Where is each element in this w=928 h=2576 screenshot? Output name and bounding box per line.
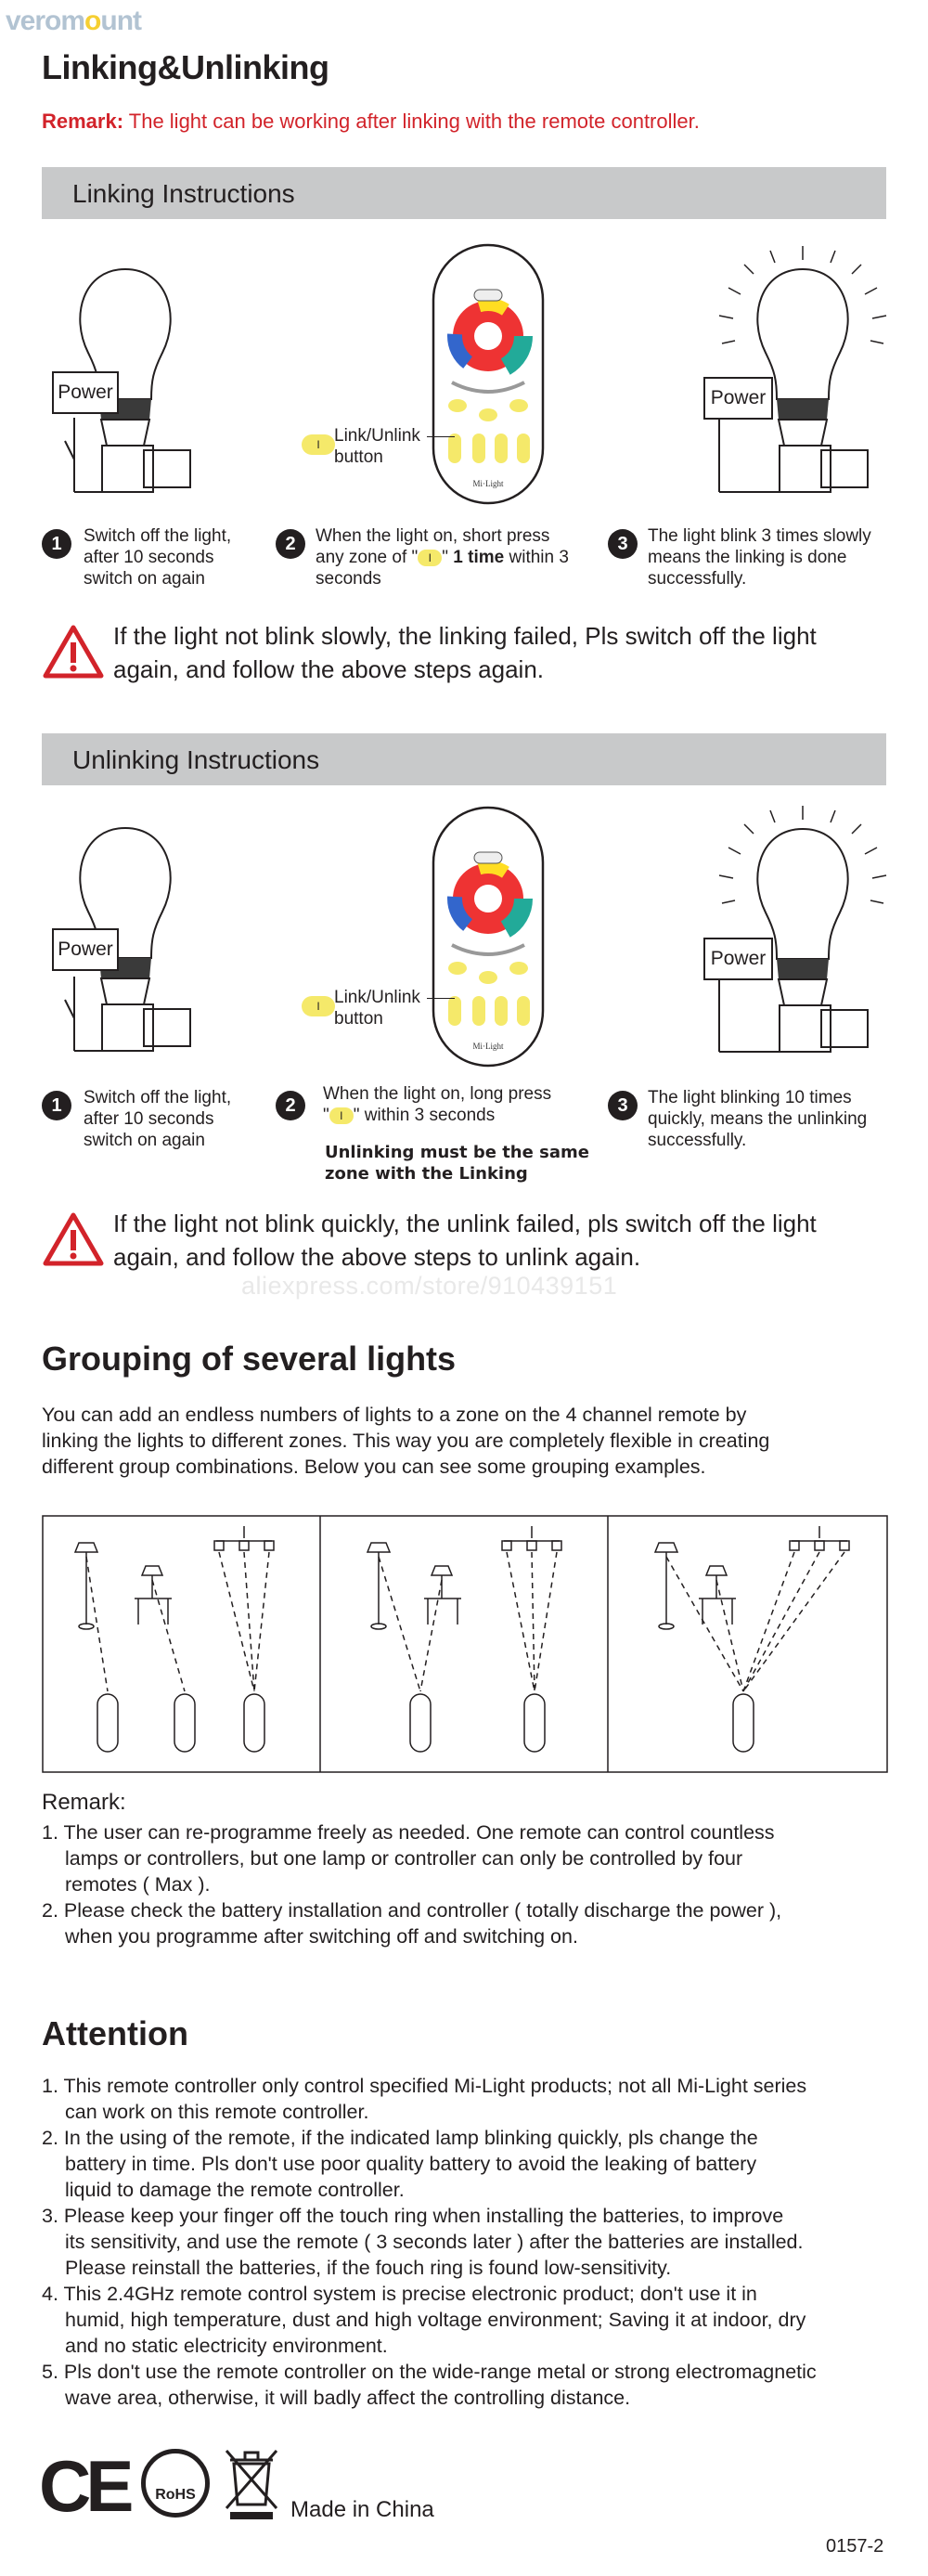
link-button-callout: Link/Unlink button [334, 988, 420, 1029]
list-item: 4. This 2.4GHz remote control system is precise electronic product; don't use it in humid, high temperature, dust and high voltage environment; Saving it at indoor, dry and no static electricity environment. [42, 2283, 806, 2357]
step-text: When the light on, long press " I " within 3 seconds [323, 1084, 552, 1125]
warning-icon [42, 1211, 105, 1267]
remark-line: Remark: The light can be working after linking with the remote controller. [42, 110, 700, 133]
remark-list [42, 1819, 896, 1949]
list-item: 1. The user can re-programme freely as needed. One remote can control countless lamps or controllers, but one lamp or controller can only be controlled by four remotes ( Max ). [42, 1821, 775, 1896]
power-box: Power [52, 928, 119, 971]
grouping-title: Grouping of several lights [42, 1340, 457, 1378]
step-text: Switch off the light, after 10 seconds switch on again [84, 526, 232, 589]
step-text: The light blinking 10 times quickly, means the unlinking successfully. [648, 1088, 868, 1150]
step-number: 2 [276, 1091, 305, 1120]
remote-illustration [432, 806, 548, 1070]
list-item: 3. Please keep your finger off the touch ring when installing the batteries, to improve its sensitivity, and use the remote ( 3 seconds later ) after the batteries are installed. Please reinstall the batteries, if the fouch ring is found low-sensitivity. [42, 2205, 804, 2279]
unlink-note: Unlinking must be the same zone with the Linking [325, 1143, 589, 1184]
list-item: 1. This remote controller only control specified Mi-Light products; not all Mi-Light series can work on this remote controller. [42, 2075, 807, 2123]
unlinking-header: Unlinking Instructions [42, 733, 886, 785]
linking-header: Linking Instructions [42, 167, 886, 219]
list-item: 2. In the using of the remote, if the indicated lamp blinking quickly, pls change the battery in time. Pls don't use poor quality battery to avoid the leaking of battery liquid to damage the remote controller. [42, 2127, 758, 2201]
document-code: 0157-2 [826, 2536, 884, 2557]
callout-leader [427, 436, 455, 437]
step-number: 2 [276, 529, 305, 559]
rohs-mark: RoHS [141, 2449, 210, 2518]
power-box: Power [703, 377, 773, 420]
step-text: Switch off the light, after 10 seconds switch on again [84, 1088, 232, 1150]
step-number: 1 [42, 529, 71, 559]
page-title: Linking&Unlinking [42, 48, 329, 86]
step-text: When the light on, short press any zone of " I " 1 time within 3 seconds [316, 526, 569, 589]
warning-text: If the light not blink slowly, the linking failed, Pls switch off the light again, and follow the above steps again. [113, 622, 817, 683]
remark-label: Remark: [42, 1790, 126, 1815]
callout-leader [427, 998, 455, 999]
weee-bin-icon [223, 2447, 280, 2521]
step-number: 1 [42, 1091, 71, 1120]
attention-list [42, 2073, 896, 2411]
warning-text: If the light not blink quickly, the unlink failed, pls switch off the light again, and follow the above steps to unlink again. [113, 1210, 817, 1271]
step-number: 3 [608, 1091, 638, 1120]
warning-icon [42, 624, 105, 680]
watermark: aliexpress.com/store/910439151 [241, 1272, 618, 1300]
power-box: Power [52, 371, 119, 414]
svg-text:Mi·Light: Mi·Light [472, 1042, 504, 1051]
ce-mark: CE [39, 2445, 129, 2527]
made-in-label: Made in China [290, 2497, 434, 2522]
list-item: 2. Please check the battery installation and controller ( totally discharge the power ), when you programme after switching off and switching on. [42, 1899, 782, 1948]
list-item: 5. Pls don't use the remote controller on the wide-range metal or strong electromagnetic wave area, otherwise, it will badly affect the controlling distance. [42, 2361, 817, 2409]
step-text: The light blink 3 times slowly means the linking is done successfully. [648, 526, 871, 589]
grouping-examples-diagram [42, 1515, 888, 1773]
power-box: Power [703, 938, 773, 980]
zone-button-icon: I [329, 1107, 354, 1124]
grouping-paragraph: You can add an endless numbers of lights to a zone on the 4 channel remote by linking the lights to different zones. This way you are completely flexible in creating different group combinations. Below you can see some grouping examples. [42, 1404, 770, 1478]
zone-button-icon: I [302, 434, 335, 455]
attention-title: Attention [42, 2014, 188, 2052]
svg-text:Mi·Light: Mi·Light [472, 479, 504, 488]
brand-logo: veromount [6, 6, 142, 36]
step-number: 3 [608, 529, 638, 559]
link-button-callout: Link/Unlink button [334, 426, 420, 467]
zone-button-icon: I [418, 550, 442, 566]
zone-button-icon: I [302, 996, 335, 1016]
remote-illustration [432, 243, 548, 508]
